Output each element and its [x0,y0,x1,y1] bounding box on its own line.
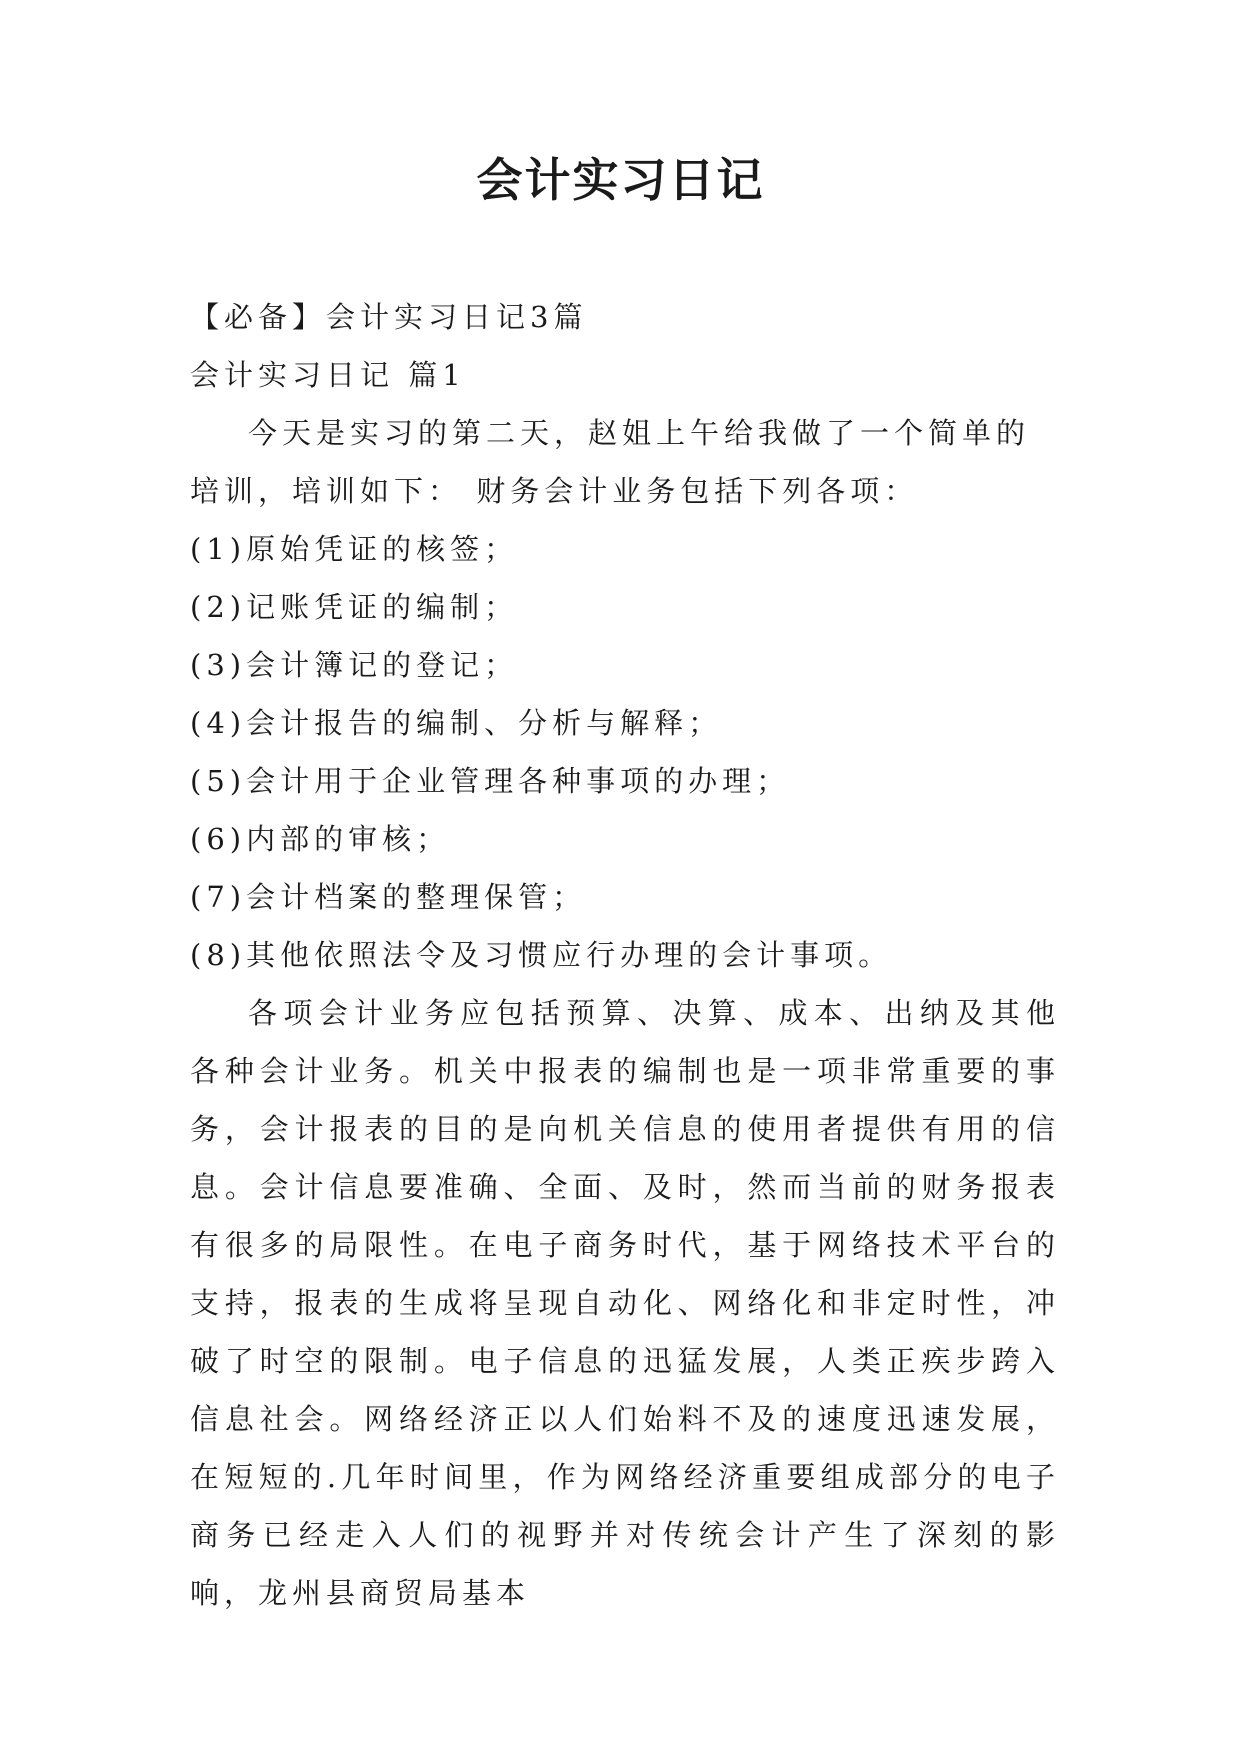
list-item: (6)内部的审核； [190,822,451,856]
list-item: (7)会计档案的整理保管； [190,880,587,914]
list-item: (8)其他依照法令及习惯应行办理的会计事项。 [190,938,893,972]
document-body [190,288,1060,1622]
intro-paragraph: 今天是实习的第二天，赵姐上午给我做了一个简单的培训，培训如下： 财务会计业务包括下列各项： [190,416,1031,508]
list-item: (2)记账凭证的编制； [190,590,519,624]
document-subtitle: 【必备】会计实习日记3篇 [190,300,588,334]
document-title: 会计实习日记 [476,153,765,207]
section-heading: 会计实习日记 篇1 [190,358,466,392]
list-item: (3)会计簿记的登记； [190,648,519,682]
list-item: (1)原始凭证的核签； [190,532,519,566]
body-paragraph: 各项会计业务应包括预算、决算、成本、出纳及其他各种会计业务。机关中报表的编制也是一项非常重要的事务，会计报表的目的是向机关信息的使用者提供有用的信息。会计信息要准确、全面、及时，然而当前的财务报表有很多的局限性。在电子商务时代，基于网络技术平台的支持，报表的生成将呈现自动化、网络化和非定时性，冲破了时空的限制。电子信息的迅猛发展，人类正疾步跨入信息社会。网络经济正以人们始料不及的速度迅速发展，在短短的.几年时间里，作为网络经济重要组成部分的电子商务已经走入人们的视野并对传统会计产生了深刻的影响，龙州县商贸局基本 [190,996,1060,1610]
list-item: (4)会计报告的编制、分析与解释； [190,706,723,740]
list-item: (5)会计用于企业管理各种事项的办理； [190,764,791,798]
